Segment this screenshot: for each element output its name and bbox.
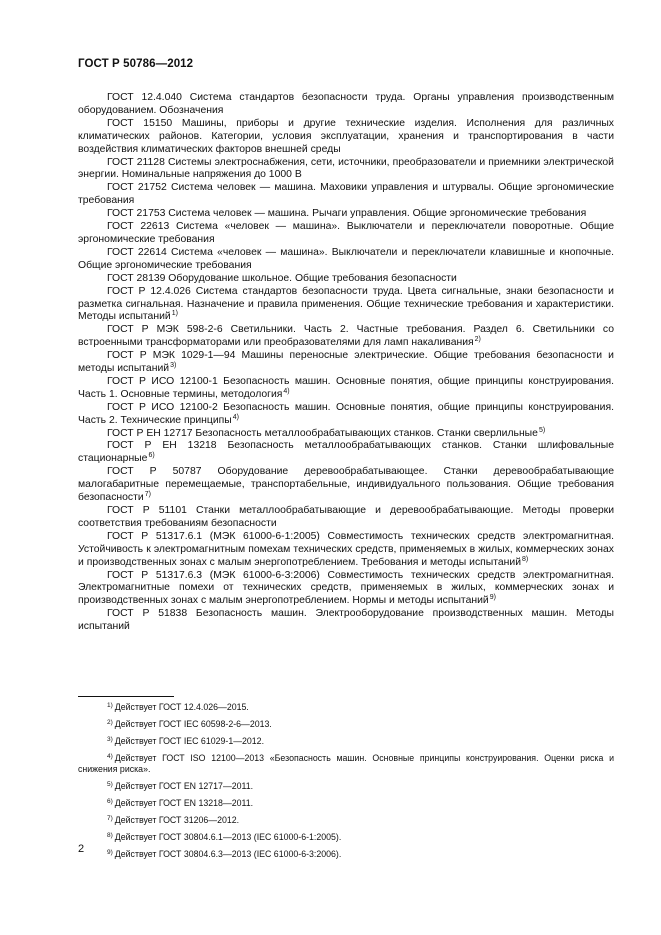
footnote-marker: 9)	[489, 594, 496, 602]
footnote-marker: 4)	[232, 413, 239, 421]
footnote-separator	[78, 696, 174, 697]
footnote-marker: 8)	[522, 555, 529, 563]
footnote-marker: 3)	[170, 362, 177, 370]
reference-item: ГОСТ Р ЕН 13218 Безопасность металлообрабатывающих станков. Станки шлифовальные стационарные$^{6)}$	[78, 440, 614, 465]
footnote-mark: 9)	[107, 849, 113, 856]
reference-item: ГОСТ Р 12.4.026 Система стандартов безопасности труда. Цвета сигнальные, знаки безопасности и разметка сигнальная. Назначение и правила применения. Общие технические требования и характеристики. Методы испытаний$^{1)}$	[78, 285, 614, 323]
footnote: $^{1)}$ Действует ГОСТ 12.4.026—2015.	[107, 702, 249, 712]
reference-item: ГОСТ 21128 Системы электроснабжения, сети, источники, преобразователи и приемники электрической энергии. Номинальные напряжения до 1000 В	[78, 156, 614, 181]
footnote: $^{7)}$ Действует ГОСТ 31206—2012.	[107, 815, 240, 825]
footnotes	[78, 702, 614, 866]
footnote: $^{8)}$ Действует ГОСТ 30804.6.1—2013 (IEC 61000-6-1:2005).	[107, 832, 342, 842]
footnote-mark: 3)	[107, 736, 113, 743]
footnote-marker: 6)	[148, 452, 155, 460]
footnote: $^{9)}$ Действует ГОСТ 30804.6.3—2013 (IEC 61000-6-3:2006).	[107, 849, 342, 859]
footnote-mark: 4)	[107, 753, 113, 760]
reference-item: ГОСТ Р 51101 Станки металлообрабатывающие и деревообрабатывающие. Методы проверки соответствия требованиям безопасности	[78, 505, 614, 529]
footnote: $^{2)}$ Действует ГОСТ IEC 60598-2-6—2013.	[107, 719, 272, 729]
reference-item: ГОСТ Р МЭК 1029-1—94 Машины переносные электрические. Общие требования безопасности и методы испытаний$^{3)}$	[78, 350, 614, 375]
footnote-marker: 4)	[283, 387, 290, 395]
reference-item: ГОСТ 12.4.040 Система стандартов безопасности труда. Органы управления производственным оборудованием. Обозначения	[78, 92, 614, 116]
footnote: $^{6)}$ Действует ГОСТ EN 13218—2011.	[107, 798, 254, 808]
footnote-mark: 2)	[107, 719, 113, 726]
footnote-marker: 2)	[474, 336, 481, 344]
reference-item: ГОСТ 22614 Система «человек — машина». Выключатели и переключатели клавишные и кнопочные. Общие эргономические требования	[78, 246, 614, 271]
reference-item: ГОСТ 21753 Система человек — машина. Рычаги управления. Общие эргономические требования	[107, 208, 587, 220]
reference-item: ГОСТ Р МЭК 598-2-6 Светильники. Часть 2. Частные требования. Раздел 6. Светильники со встроенными трансформаторами или преобразователями для ламп накаливания$^{2)}$	[78, 324, 614, 349]
reference-item: ГОСТ 28139 Оборудование школьное. Общие требования безопасности	[107, 272, 457, 284]
reference-item: ГОСТ Р 51317.6.3 (МЭК 61000-6-3:2006) Совместимость технических средств электромагнитная. Электромагнитные помехи от технических средств, применяемых в жилых, коммерческих зонах и производственных зонах с малым энергопотреблением. Нормы и методы испытаний$^{9)}$	[78, 569, 614, 607]
footnote-marker: 1)	[171, 310, 178, 318]
reference-item: ГОСТ Р 50787 Оборудование деревообрабатывающее. Станки деревообрабатывающие малогабаритные перемещаемые, транспортабельные, индивидуального пользования. Общие требования безопасности$^{7)}$	[78, 466, 614, 504]
footnote-mark: 1)	[107, 702, 113, 709]
footnote-marker: 7)	[144, 491, 151, 499]
normative-references	[78, 92, 614, 634]
page-number: 2	[78, 843, 85, 855]
footnote-mark: 5)	[107, 781, 113, 788]
reference-item: ГОСТ 22613 Система «человек — машина». Выключатели и переключатели поворотные. Общие эргономические требования	[78, 221, 614, 245]
footnote: $^{3)}$ Действует ГОСТ IEC 61029-1—2012.	[107, 736, 265, 746]
reference-item: ГОСТ Р ИСО 12100-1 Безопасность машин. Основные понятия, общие принципы конструирования. Часть 1. Основные термины, методология$^{4)}$	[78, 375, 614, 400]
footnote: $^{5)}$ Действует ГОСТ EN 12717—2011.	[107, 781, 254, 791]
reference-item: ГОСТ Р 51838 Безопасность машин. Электрооборудование производственных машин. Методы испытаний	[78, 608, 614, 633]
reference-item: ГОСТ 15150 Машины, приборы и другие технические изделия. Исполнения для различных климатических районов. Категории, условия эксплуатации, хранения и транспортирования в части воздействия климатических факторов внешней среды	[78, 117, 614, 155]
footnote-marker: 5)	[538, 426, 546, 434]
reference-item: ГОСТ Р ЕН 12717 Безопасность металлообрабатывающих станков. Станки сверлильные$^{5)}$	[107, 426, 546, 439]
page-header: ГОСТ Р 50786—2012	[78, 58, 194, 70]
footnote-mark: 8)	[107, 832, 113, 839]
reference-item: ГОСТ Р ИСО 12100-2 Безопасность машин. Основные понятия, общие принципы конструирования. Часть 2. Технические принципы$^{4)}$	[78, 401, 614, 426]
reference-item: ГОСТ 21752 Система человек — машина. Маховики управления и штурвалы. Общие эргономические требования	[78, 182, 614, 207]
footnote: $^{4)}$ Действует ГОСТ ISO 12100—2013 «Безопасность машин. Основные принципы конструирования. Оценки риска и снижения риска».	[78, 753, 614, 774]
footnote-mark: 7)	[107, 815, 113, 822]
footnote-mark: 6)	[107, 798, 113, 805]
reference-item: ГОСТ Р 51317.6.1 (МЭК 61000-6-1:2005) Совместимость технических средств электромагнитная. Устойчивость к электромагнитным помехам технических средств, применяемых в жилых, коммерческих зонах и производственных зонах с малым энергопотреблением. Требования и методы испытаний$^{8)}$	[78, 530, 614, 568]
